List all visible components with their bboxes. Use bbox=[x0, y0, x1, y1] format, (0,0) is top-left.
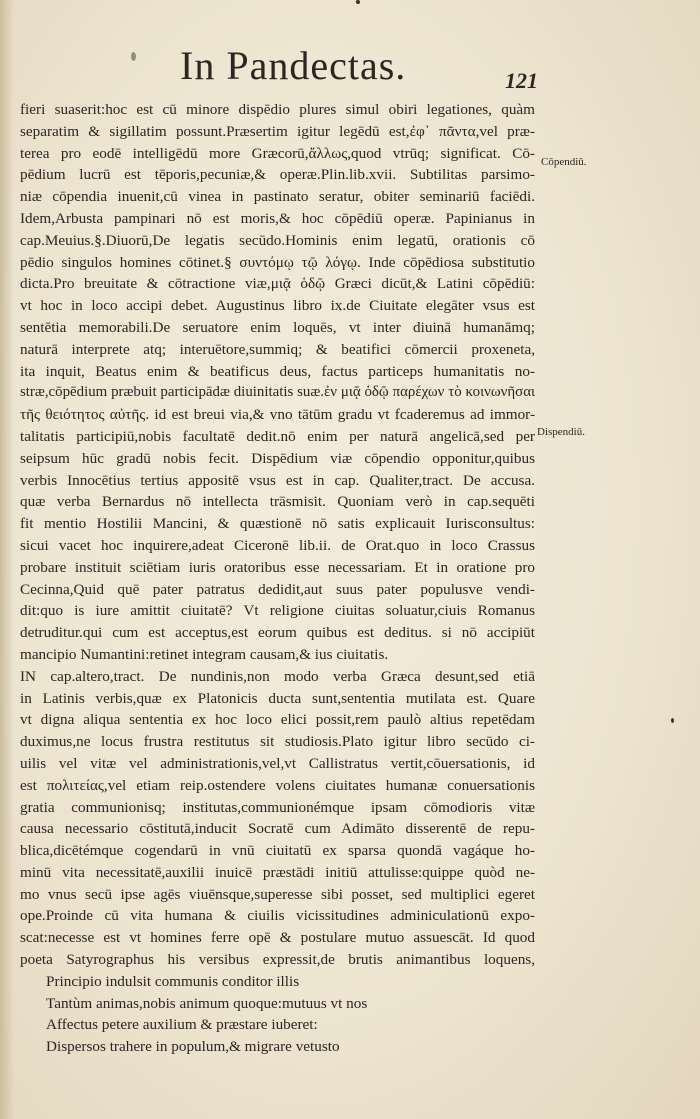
text-line: poeta Satyrographus his versibus expressit,de brutis animantibus loquens, bbox=[20, 951, 535, 969]
text-line: cap.Meuius.§.Diuorū,De legatis secūdo.Hominis enim legatū, orationis cō bbox=[20, 231, 535, 249]
text-line: vt digna aliqua sententia ex hoc loco elici possit,rem paulò altius repetēdam bbox=[20, 711, 535, 729]
text-line: terea pro eodē intelligēdū more Græcorū,ἄλλως,quod vtrūq; significat. Cō- bbox=[20, 144, 535, 162]
text-line: dit:quo is iure amittit ciuitatē? Vt religione ciuitas soluatur,ciuis Romanus bbox=[20, 602, 535, 620]
text-line: Idem,Arbusta pampinari nō est moris,& hoc cōpēdiū operæ. Papinianus in bbox=[20, 209, 535, 227]
verse-line: Dispersos trahere in populum,& migrare vetusto bbox=[46, 1038, 340, 1056]
text-line: niæ cōpendia inuenit,cū vinea in pastinato seratur, obiter seminariū faciēdi. bbox=[20, 188, 535, 206]
text-line: fit mentio Hostilii Mancini, & quæstionē nō satis explicauit Iurisconsultus: bbox=[20, 515, 535, 533]
text-line: naturā interprete atq; interuētore,summiq; & beatifici cōmercii proxeneta, bbox=[20, 340, 535, 358]
verse-line: Principio indulsit communis conditor illis bbox=[46, 972, 300, 990]
text-line: mo vnus secū ipse agēs viuēnsque,superesse sibi posset, sed multiplici egeret bbox=[20, 885, 535, 903]
text-line: duximus,ne locus frustra restitutus sit studiosis.Plato igitur libro secūdo ci- bbox=[20, 733, 535, 751]
ink-spot bbox=[671, 718, 674, 723]
text-line: causa necessario cōstitutā,inducit Socratē cum Adimāto disserentē de repu- bbox=[20, 820, 535, 838]
verse-line: Affectus petere auxilium & præstare iuberet: bbox=[46, 1016, 318, 1034]
ink-spot bbox=[356, 0, 360, 4]
text-line: ita inquit, Beatus enim & beatificus deus, factus particeps humanitatis no- bbox=[20, 362, 535, 380]
text-line: Cecinna,Quid quē pater patratus dedidit,aut suus pater populusve vendi- bbox=[20, 580, 535, 598]
text-line: quæ verba Bernardus nō intellecta trāsmisit. Quoniam verò in cap.sequēti bbox=[20, 493, 535, 511]
text-line: blica,dicētémque cogendarū in vnū ciuitatū ex sparsa quondā vagáque ho- bbox=[20, 842, 535, 860]
text-line: probare instituit sciētiam iuris oratoribus esse necessariam. Et in oratione pro bbox=[20, 558, 535, 576]
text-line: separatim & sigillatim possunt.Præsertim igitur legēdū est,ἐφ᾽ πᾶντα,vel præ- bbox=[20, 122, 535, 140]
verse-line: Tantùm animas,nobis animum quoque:mutuus vt nos bbox=[46, 994, 368, 1012]
text-line: minū vita necessitatē,auxilii inuicē præstādi initiū attulisse:quippe quòd ne- bbox=[20, 863, 535, 881]
text-line: sicui vacet hoc inquirere,adeat Ciceronē lib.ii. de Orat.quo in loco Crassus bbox=[20, 536, 535, 554]
running-title: In Pandectas. bbox=[180, 43, 407, 88]
text-line: seipsum hūc gradū nobis fecit. Dispēdium viæ cōpendio opponitur,quibus bbox=[20, 449, 535, 467]
text-line: τῆς θειότητος αὐτῆς. id est breui via,& vno tātūm gradu vt fcaderemus ad immor- bbox=[20, 406, 535, 424]
text-line: sentētia memorabili.De seruatore enim loquēs, vt inter diuinā humanāmq; bbox=[20, 318, 535, 336]
text-line: IN cap.altero,tract. De nundinis,non modo verba Græca desunt,sed etiā bbox=[20, 667, 535, 685]
ink-spot bbox=[131, 52, 136, 61]
margin-note-dispendium: Dispendiū. bbox=[537, 426, 585, 438]
text-line: talitatis participiū,nobis facultatē dedit.nō enim per naturā angelicā,sed per bbox=[20, 427, 535, 445]
page-number: 121 bbox=[505, 68, 538, 93]
margin-note-compendium: Cōpendiū. bbox=[541, 156, 587, 168]
page-edge-shadow bbox=[0, 0, 14, 1119]
text-line: vt hoc in loco accipi debet. Augustinus libro ix.de Ciuitate elegāter vsus est bbox=[20, 297, 535, 315]
text-line: stræ,cōpēdium præbuit participādæ diuinitatis suæ.ἐν μιᾷ ὁδῷ παρέχων τὸ κοινωνῆσαι bbox=[20, 384, 535, 401]
text-line: dicta.Pro breuitate & cōtractione viæ,μιᾷ ὁδῷ Græci dicūt,& Latini cōpēdiū: bbox=[20, 275, 535, 293]
text-line: in Latinis verbis,quæ ex Platonicis ducta sunt,sententia mutilata est. Quare bbox=[20, 689, 535, 707]
text-line: gratia communionisq; institutas,communionémque ipsam cōmodioris vitæ bbox=[20, 798, 535, 816]
text-line: verbis Innocētius tertius appositē vsus est in cap. Qualiter,tract. De accusa. bbox=[20, 471, 535, 489]
text-line: est πολιτείας,vel etiam reip.ostendere volens ciuitates humanæ conuersationis bbox=[20, 776, 535, 794]
text-line: ope.Proinde cū vita humana & ciuilis vicissitudines adminiculationū expo- bbox=[20, 907, 535, 925]
text-line: scat:necesse est vt homines ferre opē & postulare mutuo assuescāt. Id quod bbox=[20, 929, 535, 947]
text-line: uilis vel vitæ vel administrationis,vel,vt Callistratus vertit,cōuersationis, id bbox=[20, 754, 535, 772]
text-line: detruditur.qui cum est acceptus,est eorum quibus est deditus. si nō accipiūt bbox=[20, 624, 535, 642]
text-line: pēdium lucrū est tēporis,pecuniæ,& operæ.Plin.lib.xvii. Subtilitas parsimo- bbox=[20, 166, 535, 184]
body-text bbox=[20, 99, 535, 1058]
text-line: pēdio singulos homines cōtinet.§ συντόμῳ τῷ λόγῳ. Inde cōpēdiosa substitutio bbox=[20, 253, 535, 271]
text-line: mancipio Numantini:retinet integram causam,& ius ciuitatis. bbox=[20, 645, 389, 663]
text-line: fieri suaserit:hoc est cū minore dispēdio plures simul obiri legationes, quàm bbox=[20, 101, 535, 118]
